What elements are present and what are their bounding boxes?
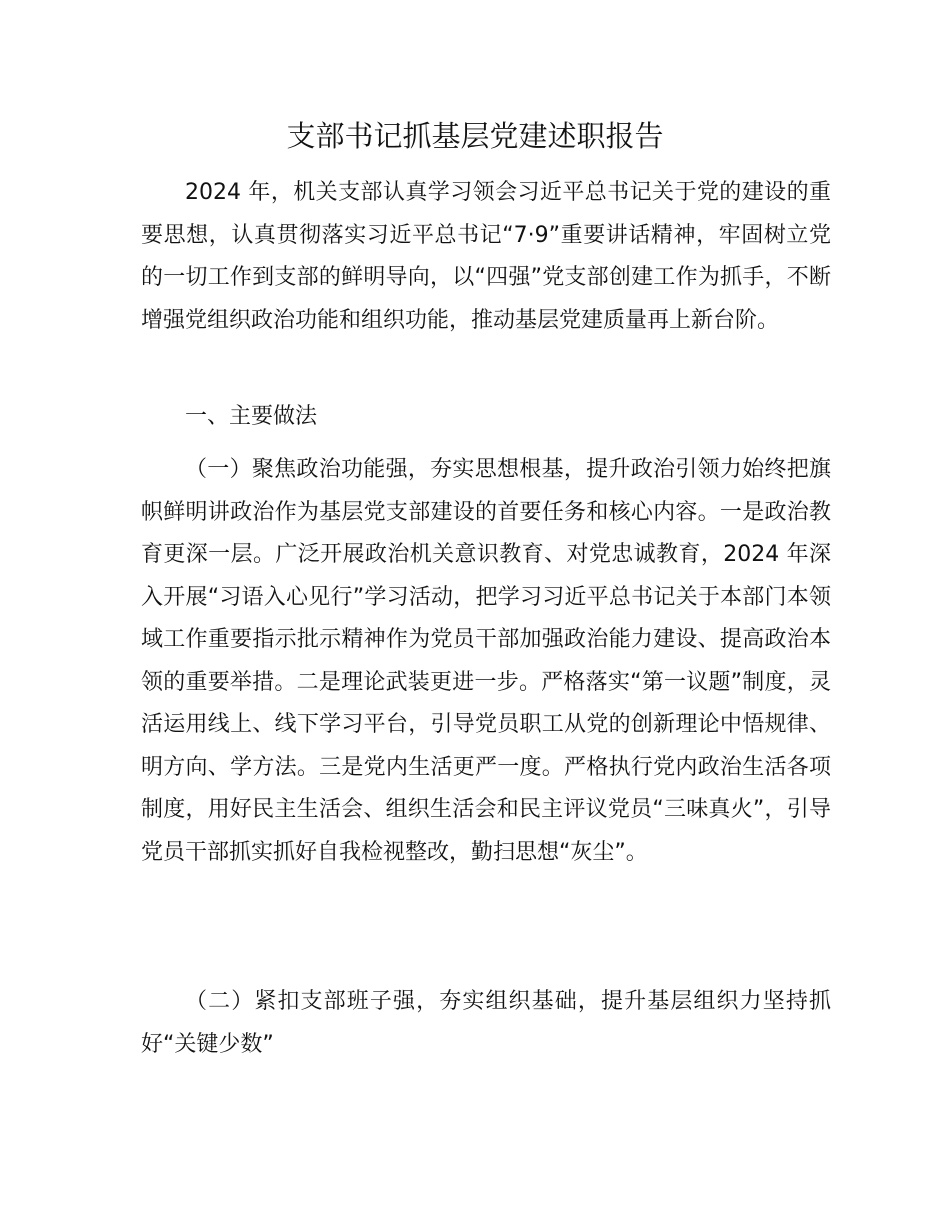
heading-block — [141, 396, 831, 439]
section-1-block — [141, 449, 831, 874]
section-heading-main-practices: 一、主要做法 — [185, 404, 318, 429]
section-2-paragraph: （二）紧扣支部班子强，夯实组织基础，提升基层组织力坚持抓好“关键少数” — [141, 989, 831, 1057]
document-title: 支部书记抓基层党建述职报告 — [286, 119, 664, 153]
section-1-paragraph: （一）聚焦政治功能强，夯实思想根基，提升政治引领力始终把旗帜鲜明讲政治作为基层党支部建设的首要任务和核心内容。一是政治教育更深一层。广泛开展政治机关意识教育、对党忠诚教育，2024 年深入开展“习语入心见行”学习活动，把学习习近平总书记关于本部门本领域工作重要指示批示精神作为党员干部加强政治能力建设、提高政治本领的重要举措。二是理论武装更进一步。严格落实“第一议题”制度，灵活运用线上、线下学习平台，引导党员职工从党的创新理论中悟规律、明方向、学方法。三是党内生活更严一度。严格执行党内政治生活各项制度，用好民主生活会、组织生活会和民主评议党员“三味真火”，引导党员干部抓实抓好自我检视整改，勤扫思想“灰尘”。 — [141, 457, 831, 865]
intro-block — [141, 172, 831, 342]
intro-paragraph: 2024 年，机关支部认真学习领会习近平总书记关于党的建设的重要思想，认真贯彻落实习近平总书记“7·9”重要讲话精神，牢固树立党的一切工作到支部的鲜明导向，以“四强”党支部创建工作为抓手，不断增强党组织政治功能和组织功能，推动基层党建质量再上新台阶。 — [141, 180, 831, 333]
section-2-block — [141, 981, 831, 1066]
